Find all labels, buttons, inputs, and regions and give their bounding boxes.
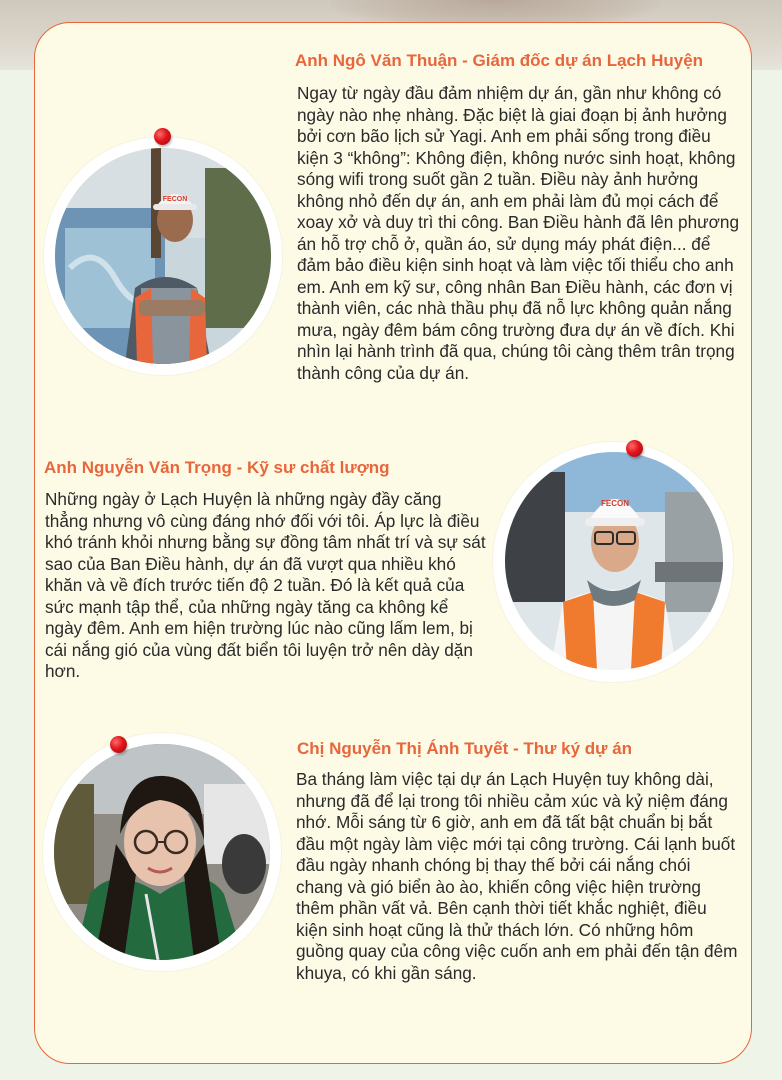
section-3-portrait [54, 744, 270, 960]
section-2-portrait [505, 452, 723, 670]
project-secretary-photo [54, 744, 270, 960]
section-1-name: Anh Ngô Văn Thuận - Giám đốc dự án Lạch Huyện [295, 51, 704, 70]
section-1-helmet-logo: FECON [162, 196, 188, 203]
section-2-helmet-logo: FECON [601, 499, 629, 508]
section-2-pin-icon [626, 440, 643, 457]
project-director-photo [55, 148, 271, 364]
quality-engineer-photo [505, 452, 723, 670]
section-2-name: Anh Nguyễn Văn Trọng - Kỹ sư chất lượng [44, 458, 390, 477]
section-3-paragraph: Ba tháng làm việc tại dự án Lạch Huyện tuy không dài, nhưng đã để lại trong tôi nhiều cảm xúc và kỷ niệm đáng nhớ. Mỗi sáng từ 6 giờ, anh em đã tất bật chuẩn bị bắt đầu một ngày làm việc mới tại công trường. Cái lạnh buốt đầu ngày nhanh chóng bị thay thế bởi cái nắng chói chang và gió biển ào ào, khiến công việc hiện trường thêm phần vất vả. Bên cạnh thời tiết khắc nghiệt, điều kiện sinh hoạt cũng là thử thách lớn. Có những hôm guồng quay của công việc cuốn anh em phải đến tận đêm khuya, có khi gần sáng. [296, 769, 738, 983]
section-3-name: Chị Nguyễn Thị Ánh Tuyết - Thư ký dự án [297, 739, 633, 758]
section-1-portrait [55, 148, 271, 364]
section-1-paragraph: Ngay từ ngày đầu đảm nhiệm dự án, gần như không có ngày nào nhẹ nhàng. Đặc biệt là giai đoạn bị ảnh hưởng bởi cơn bão lịch sử Yagi. Anh em phải sống trong điều kiện 3 “không”: Không điện, không nước sinh hoạt, không sóng wifi trong suốt gần 2 tuần. Điều này ảnh hưởng không nhỏ đến dự án, anh em phải làm đủ mọi cách để xoay xở và duy trì thi công. Ban Điều hành đã lên phương án hỗ trợ chỗ ở, quần áo, sử dụng máy phát điện... để đảm bảo điều kiện sinh hoạt và làm việc tối thiểu cho anh em. Anh em kỹ sư, công nhân Ban Điều hành, các đơn vị thành viên, các nhà thầu phụ đã nỗ lực không quản nắng mưa, ngày đêm bám công trường đưa dự án về đích. Khi nhìn lại hành trình đã qua, chúng tôi càng thêm trân trọng thành công của dự án. [297, 83, 740, 383]
section-3-pin-icon [110, 736, 127, 753]
section-2-paragraph: Những ngày ở Lạch Huyện là những ngày đầy căng thẳng nhưng vô cùng đáng nhớ đối với tôi. Áp lực là điều khó tránh khỏi nhưng bằng sự đồng tâm nhất trí và sự sát sao của Ban Điều hành, dự án đã vượt qua nhiều khó khăn và về đích trước tiến độ 2 tuần. Đó là kết quả của sức mạnh tập thể, của những ngày tăng ca không kể ngày đêm. Anh em hiện trường lúc nào cũng lấm lem, bị cái nắng gió của vùng đất biển tôi luyện trở nên dày dặn hơn. [45, 489, 486, 681]
section-1-pin-icon [154, 128, 171, 145]
